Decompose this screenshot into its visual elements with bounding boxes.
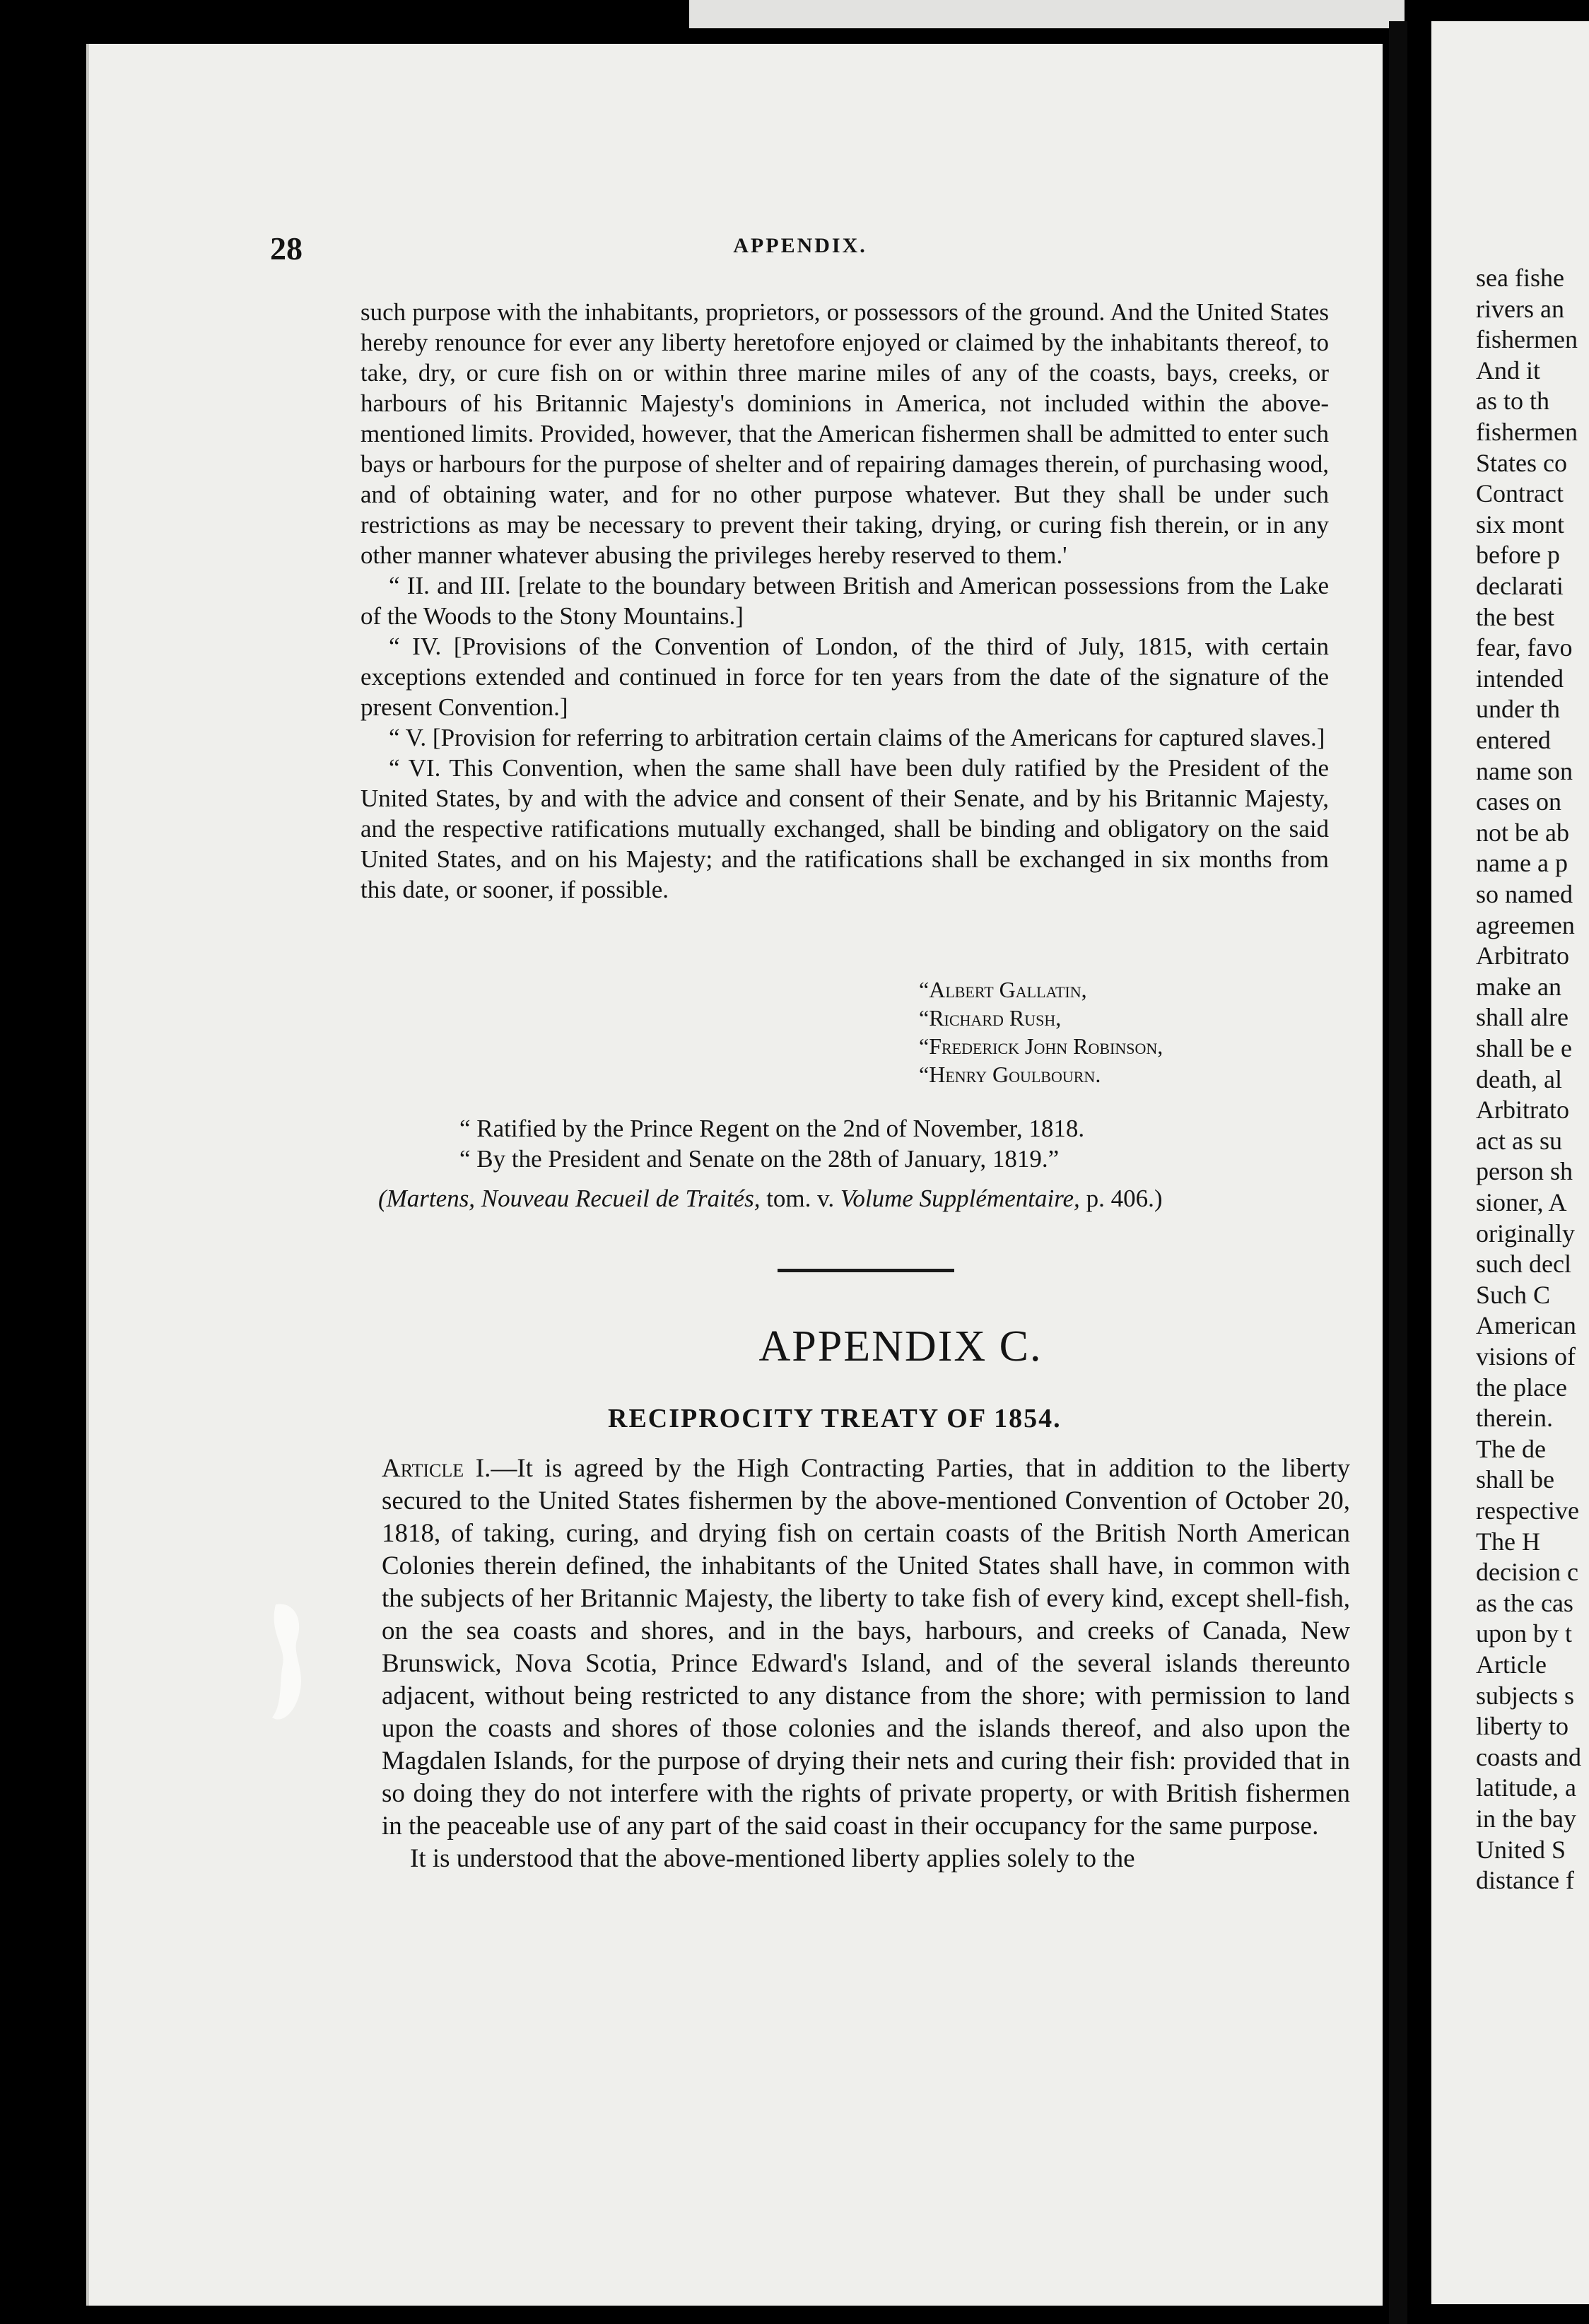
- facing-page-line: shall alre: [1476, 1003, 1569, 1032]
- facing-page-line: make an: [1476, 972, 1561, 1001]
- facing-page-line: cases on: [1476, 787, 1561, 816]
- citation: [378, 1185, 1162, 1213]
- citation-tome: tom. v.: [760, 1185, 840, 1212]
- facing-page-line: under th: [1476, 695, 1560, 724]
- facing-page-line: in the bay: [1476, 1804, 1576, 1833]
- citation-volume: Volume Supplémentaire,: [840, 1185, 1080, 1212]
- facing-page-line: And it: [1476, 356, 1541, 385]
- paragraph: “ II. and III. [relate to the boundary between British and American possessions from the Lake of the Woods to the Stony Mountains.]: [360, 572, 1329, 630]
- ratification-line: “ By the President and Senate on the 28th of January, 1819.”: [459, 1145, 1060, 1173]
- page-header: [270, 230, 1330, 272]
- article-body: —It is agreed by the High Contracting Parties, that in addition to the liberty secured to the United States fishermen by the above-mentioned Convention of October 20, 1818, of taking, curing, and drying fish on certain coasts of the British North American Colonies therein defined, the inhabitants of the United States shall have, in common with the subjects of her Britannic Majesty, the liberty to take fish of every kind, except shell-fish, on the sea coasts and shores, and in the bays, harbours, and creeks of Canada, New Brunswick, Nova Scotia, Prince Edward's Island, and of the several islands thereunto adjacent, without being restricted to any distance from the shore; with permission to land upon the coasts and shores of those colonies and the islands thereof, and also upon the Magdalen Islands, for the purpose of drying their nets and curing their fish: provided that in so doing they do not interfere with the rights of private property, or with British fishermen in the peaceable use of any part of the said coast in their occupancy for the same purpose.: [382, 1454, 1351, 1841]
- facing-page-line: liberty to: [1476, 1712, 1569, 1741]
- signatory: “Albert Gallatin,: [919, 977, 1087, 1002]
- facing-page-line: Such C: [1476, 1280, 1551, 1309]
- facing-page-line: States co: [1476, 448, 1567, 477]
- facing-page-line: six mont: [1476, 510, 1565, 539]
- treaty-title: RECIPROCITY TREATY OF 1854.: [608, 1404, 1062, 1433]
- facing-page-line: shall be: [1476, 1465, 1554, 1494]
- signatory: “Frederick John Robinson,: [919, 1033, 1163, 1059]
- facing-page-line: as to th: [1476, 387, 1549, 416]
- ratification-notes: [459, 1113, 1084, 1174]
- facing-page-line: upon by t: [1476, 1619, 1573, 1648]
- facing-page-line: coasts and: [1476, 1742, 1581, 1771]
- facing-page-line: name a p: [1476, 849, 1568, 878]
- signatory: “Henry Goulbourn.: [919, 1062, 1101, 1087]
- facing-page-line: Arbitrato: [1476, 941, 1569, 970]
- facing-page-line: The H: [1476, 1527, 1540, 1556]
- facing-page-line: the best: [1476, 602, 1554, 631]
- paragraph: “ V. [Provision for referring to arbitration certain claims of the Americans for captured slaves.]: [389, 724, 1325, 751]
- facing-page-line: sioner, A: [1476, 1188, 1567, 1216]
- running-head: APPENDIX.: [733, 234, 867, 257]
- facing-page-line: such decl: [1476, 1250, 1571, 1279]
- citation-page: p. 406.): [1079, 1185, 1163, 1212]
- paragraph: “ VI. This Convention, when the same shall have been duly ratified by the President of the United States, by and with the advice and consent of their Senate, and by his Britannic Majesty, and the respective ratifications mutually exchanged, shall be binding and obligatory on the said United States, and on his Majesty; and the ratifications shall be exchanged in six months from this date, or sooner, if possible.: [360, 754, 1329, 903]
- facing-page-line: originally: [1476, 1219, 1575, 1248]
- facing-page-line: death, al: [1476, 1064, 1562, 1093]
- convention-text: [360, 297, 1329, 905]
- citation-source: (Martens, Nouveau Recueil de Traités,: [378, 1185, 761, 1212]
- facing-page-line: subjects s: [1476, 1681, 1574, 1710]
- facing-page-line: Contract: [1476, 479, 1564, 508]
- facing-page-line: not be ab: [1476, 818, 1569, 847]
- facing-page-line: fishermen: [1476, 418, 1578, 446]
- facing-page-line: distance f: [1476, 1866, 1574, 1895]
- signatory: “Richard Rush,: [919, 1005, 1062, 1031]
- facing-page-line: rivers an: [1476, 294, 1564, 323]
- facing-page-line: latitude, a: [1476, 1773, 1576, 1802]
- facing-page-line: so named: [1476, 880, 1573, 908]
- facing-page-line: as the cas: [1476, 1588, 1573, 1617]
- facing-page-line: intended: [1476, 664, 1564, 693]
- facing-page-line: declarati: [1476, 572, 1564, 600]
- facing-page-line: United S: [1476, 1835, 1566, 1864]
- facing-page-line: name son: [1476, 756, 1573, 785]
- facing-page-line: sea fishe: [1476, 264, 1564, 292]
- article-text: [382, 1452, 1350, 1875]
- scan-top-margin: [689, 0, 1405, 28]
- facing-page-line: Article: [1476, 1650, 1547, 1679]
- facing-page-line: person sh: [1476, 1157, 1573, 1186]
- appendix-title-row: [0, 1322, 1589, 1372]
- page-number: 28: [270, 230, 303, 266]
- facing-page-line: fishermen: [1476, 325, 1578, 354]
- facing-page-line: the place: [1476, 1373, 1567, 1402]
- facing-page-line: entered: [1476, 726, 1551, 754]
- article-label: Article I.: [382, 1454, 491, 1483]
- facing-page-line: decision c: [1476, 1558, 1578, 1587]
- facing-page-line: The de: [1476, 1434, 1546, 1463]
- article-continuation: It is understood that the above-mentioned liberty applies solely to the: [410, 1844, 1135, 1873]
- paragraph: such purpose with the inhabitants, proprietors, or possessors of the ground. And the United States hereby renounce for ever any liberty heretofore enjoyed or claimed by the inhabitants thereof, to take, dry, or cure fish on or within three marine miles of any of the coasts, bays, creeks, or harbours of his Britannic Majesty's dominions in America, not included within the above-mentioned limits. Provided, however, that the American fishermen shall be admitted to enter such bays or harbours for the purpose of shelter and of repairing damages therein, of purchasing wood, and of obtaining water, and for no other purpose whatever. But they shall be under such restrictions as may be necessary to prevent their taking, drying, or curing fish therein, or in any other manner whatever abusing the privileges hereby reserved to them.': [360, 298, 1329, 569]
- signatories: [919, 975, 1163, 1088]
- facing-page-line: Arbitrato: [1476, 1096, 1569, 1125]
- scan-blemish: [262, 1597, 318, 1732]
- facing-page-line: therein.: [1476, 1404, 1553, 1433]
- facing-page-line: act as su: [1476, 1126, 1562, 1155]
- facing-page-line: visions of: [1476, 1342, 1576, 1371]
- facing-page-line: fear, favo: [1476, 633, 1573, 662]
- facing-page-line: American: [1476, 1311, 1576, 1340]
- facing-page-line: respective: [1476, 1496, 1579, 1525]
- paragraph: “ IV. [Provisions of the Convention of London, of the third of July, 1815, with certain exceptions extended and continued in force for ten years from the date of the signature of the present Convention.]: [360, 633, 1329, 721]
- facing-page-line: before p: [1476, 541, 1560, 570]
- ratification-line: “ Ratified by the Prince Regent on the 2nd of November, 1818.: [459, 1115, 1085, 1142]
- section-divider: [778, 1269, 954, 1272]
- appendix-title: APPENDIX C.: [758, 1322, 1043, 1371]
- page-gutter: [1389, 21, 1407, 2324]
- facing-page-line: agreemen: [1476, 910, 1575, 939]
- facing-page-line: shall be e: [1476, 1034, 1572, 1062]
